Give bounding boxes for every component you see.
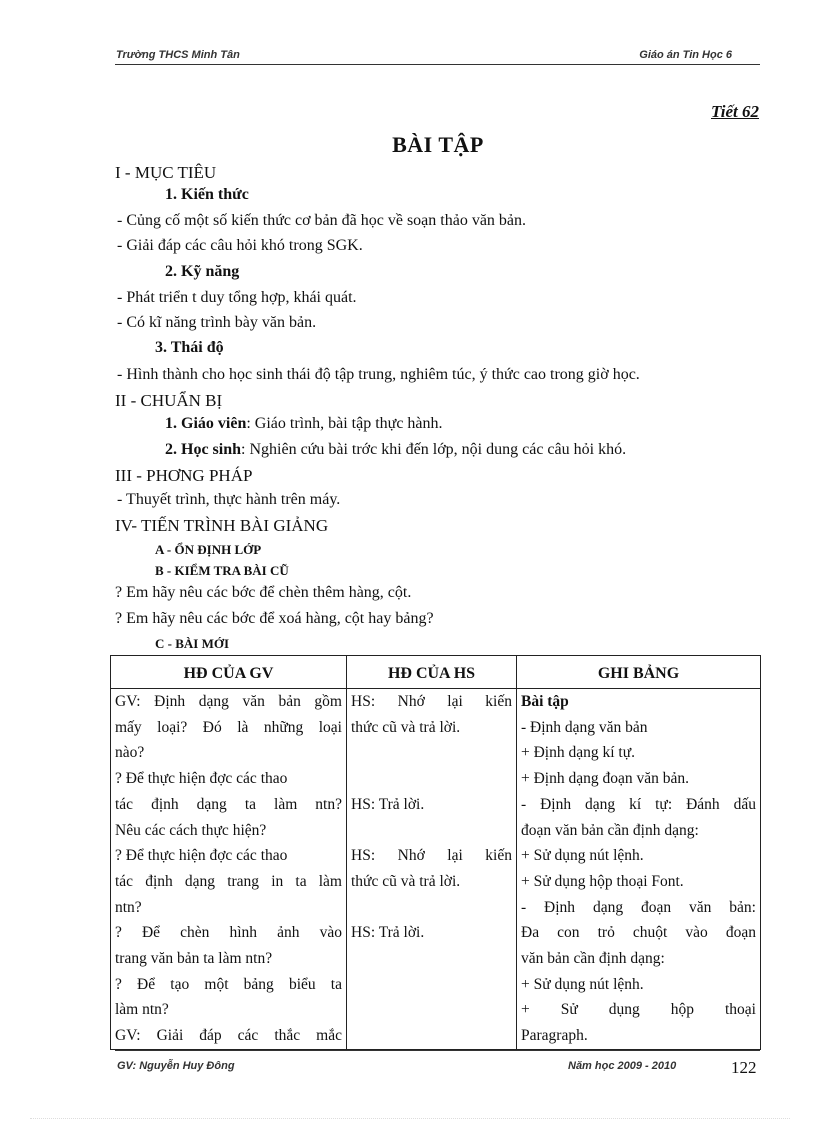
hs-line <box>351 818 512 844</box>
subsection-knowledge: 1. Kiến thức <box>165 186 249 203</box>
gb-line: + Định dạng kí tự. <box>521 744 636 762</box>
hs-line <box>351 740 512 766</box>
header-board-notes: GHI BẢNG <box>517 656 761 689</box>
lesson-number: Tiết 62 <box>711 102 759 121</box>
section-method: III - PHƠNG PHÁP <box>115 466 253 485</box>
header-student-activity: HĐ CỦA HS <box>347 656 517 689</box>
step-a: A - ỔN ĐỊNH LỚP <box>155 542 262 557</box>
skills-item-1: - Phát triển t duy tổng hợp, khái quát. <box>117 289 357 306</box>
page-edge-divider <box>30 1118 790 1119</box>
gb-line: + Sử dụng nút lệnh. <box>521 975 644 993</box>
gb-line: - Định dạng kí tự: Đánh dấu <box>521 795 756 813</box>
gv-line: ? Để thực hiện đợc các thao <box>115 847 288 865</box>
gv-line: ? Để chèn hình ảnh vào <box>115 924 342 942</box>
gv-line: nào? <box>115 744 145 762</box>
gv-line: tác định dạng trang in ta làm <box>115 872 342 890</box>
gv-line: ? Để thực hiện đợc các thao <box>115 770 288 788</box>
gb-line: + Sử dụng hộp thoại <box>521 1001 756 1019</box>
gb-line: Paragraph. <box>521 1027 588 1045</box>
hs-line <box>351 766 512 792</box>
footer-school-year: Năm học 2009 - 2010 <box>568 1060 677 1072</box>
gb-line: - Định dạng văn bản <box>521 718 648 736</box>
gb-line: - Định dạng đoạn văn bản: <box>521 898 756 916</box>
section-procedure: IV- TIẾN TRÌNH BÀI GIẢNG <box>115 516 329 535</box>
gv-line: GV: Giải đáp các thắc mắc <box>115 1027 342 1045</box>
board-notes-cell <box>517 689 761 1050</box>
hs-line: HS: Trả lời. <box>351 795 425 813</box>
hs-line <box>351 895 512 921</box>
gb-line: + Định dạng đoạn văn bản. <box>521 770 690 788</box>
step-b: B - KIỂM TRA BÀI CŨ <box>155 563 289 578</box>
page-title: BÀI TẬP <box>392 132 484 157</box>
prep-teacher-text: : Giáo trình, bài tập thực hành. <box>246 415 443 432</box>
gv-line: tác định dạng ta làm ntn? <box>115 795 342 813</box>
prep-student-label: 2. Học sinh <box>165 441 242 458</box>
gb-line: + Sử dụng hộp thoại Font. <box>521 872 684 890</box>
hs-line: HS: Nhớ lại kiến <box>351 847 512 865</box>
step-c: C - BÀI MỚI <box>155 636 230 651</box>
review-question-2: ? Em hãy nêu các bớc để xoá hàng, cột hay bảng? <box>115 610 434 627</box>
hs-line: thức cũ và trả lời. <box>351 718 461 736</box>
section-preparation: II - CHUẨN BỊ <box>115 391 223 410</box>
skills-item-2: - Có kĩ năng trình bày văn bản. <box>117 314 317 331</box>
gb-line: + Sử dụng nút lệnh. <box>521 847 644 865</box>
knowledge-item-1: - Củng cố một số kiến thức cơ bản đã học về soạn thảo văn bản. <box>117 212 527 229</box>
teacher-activity-cell <box>111 689 347 1050</box>
gv-line: làm ntn? <box>115 1001 169 1019</box>
table-row <box>111 689 761 1050</box>
gb-line: văn bản cần định dạng: <box>521 950 665 968</box>
subsection-attitude: 3. Thái độ <box>155 339 224 356</box>
header-teacher-activity: HĐ CỦA GV <box>111 656 347 689</box>
hs-line: HS: Nhớ lại kiến <box>351 693 512 710</box>
gv-line: trang văn bản ta làm ntn? <box>115 950 273 968</box>
gb-line: Đa con trỏ chuột vào đoạn <box>521 924 756 942</box>
table-header-row <box>111 656 761 689</box>
gb-heading: Bài tập <box>521 693 569 710</box>
method-item-1: - Thuyết trình, thực hành trên máy. <box>117 491 341 508</box>
prep-student <box>165 440 626 460</box>
knowledge-item-2: - Giải đáp các câu hỏi khó trong SGK. <box>117 237 363 254</box>
gv-line: ntn? <box>115 898 142 916</box>
lesson-table <box>110 655 761 1050</box>
section-objectives: I - MỤC TIÊU <box>115 163 217 182</box>
attitude-item-1: - Hình thành cho học sinh thái độ tập trung, nghiêm túc, ý thức cao trong giờ học. <box>117 366 640 383</box>
header-subject: Giáo án Tin Học 6 <box>639 49 732 61</box>
footer-teacher: GV: Nguyễn Huy Đông <box>117 1060 235 1072</box>
gv-line: GV: Định dạng văn bản gồm <box>115 693 342 710</box>
hs-line: thức cũ và trả lời. <box>351 872 461 890</box>
page-number: 122 <box>731 1058 757 1077</box>
header-school: Trường THCS Minh Tân <box>116 49 240 61</box>
hs-line: HS: Trả lời. <box>351 924 425 942</box>
gb-line: đoạn văn bản cần định dạng: <box>521 821 699 839</box>
gv-line: mấy loại? Đó là những loại <box>115 718 342 736</box>
student-activity-cell <box>347 689 517 1050</box>
subsection-skills: 2. Kỹ năng <box>165 263 240 280</box>
prep-student-text: : Nghiên cứu bài trớc khi đến lớp, nội dung các câu hỏi khó. <box>241 441 627 458</box>
prep-teacher <box>165 414 443 434</box>
page-header <box>115 48 760 65</box>
review-question-1: ? Em hãy nêu các bớc để chèn thêm hàng, cột. <box>115 584 412 601</box>
footer-rule <box>115 1050 760 1052</box>
gv-line: ? Để tạo một bảng biểu ta <box>115 975 342 993</box>
prep-teacher-label: 1. Giáo viên <box>165 415 247 432</box>
gv-line: Nêu các cách thực hiện? <box>115 821 267 839</box>
